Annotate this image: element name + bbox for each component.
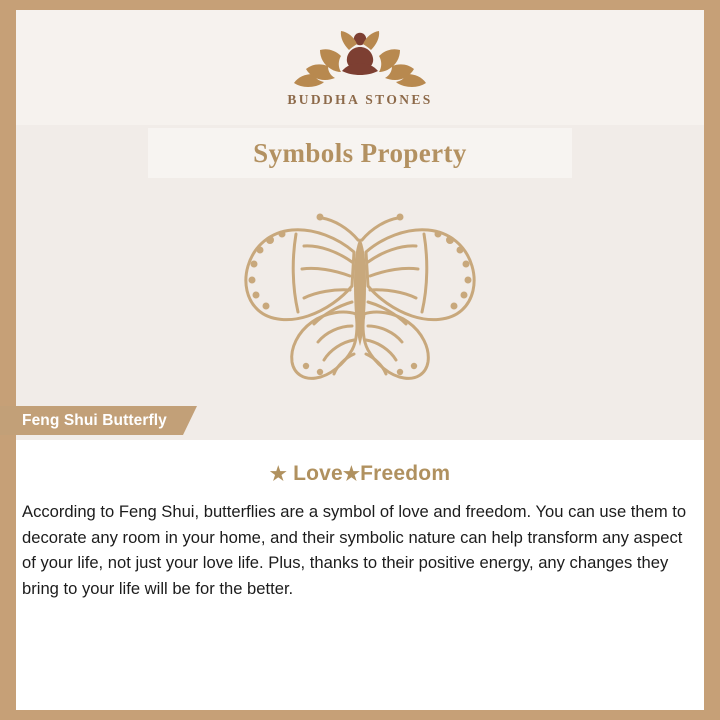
butterfly-illustration [0,196,720,401]
content-subtitle [16,462,704,486]
body-panel [16,442,704,710]
page-title: Symbols Property [253,137,467,168]
star-icon-left: ★ [269,464,288,485]
star-icon-mid: ★ [342,464,361,485]
brand-name: BUDDHA STONES [287,92,433,107]
tag-label: Feng Shui Butterfly [22,411,167,429]
brand-logo [0,26,720,108]
lotus-meditation-icon [285,26,435,88]
frame-bottom-band [0,710,720,720]
subtitle-word-freedom: Freedom [360,462,451,485]
description-paragraph: According to Feng Shui, butterflies are a symbol of love and freedom. You can use them to decorate any room in your home, and their symbolic nature can help transform any aspect of your life, not just your love life. Plus, thanks to their positive energy, any changes they bring to your life will be for the better. [22,502,687,598]
feng-shui-butterfly-tag [0,406,183,435]
frame-top-band [0,0,720,10]
butterfly-icon [200,196,520,396]
subtitle-word-love: Love [293,462,343,485]
section-title-bar [148,128,572,178]
